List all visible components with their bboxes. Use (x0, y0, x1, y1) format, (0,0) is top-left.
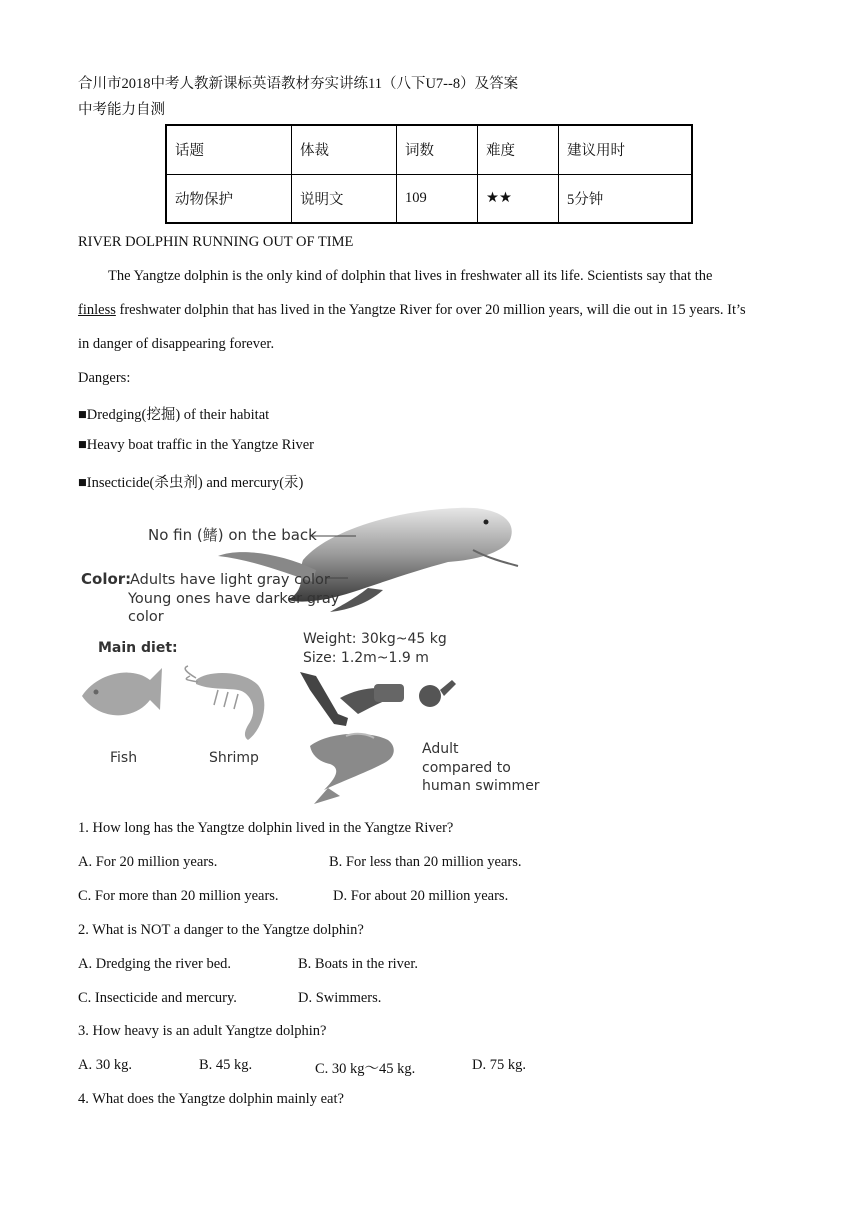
shrimp-icon (185, 666, 264, 740)
option-1c: C. For more than 20 million years. (78, 888, 279, 904)
color-line-1: Adults have light gray color (130, 572, 330, 588)
table-header-cell: 建议用时 (559, 125, 693, 174)
table-header-cell: 体裁 (292, 125, 397, 174)
table-header-cell: 话题 (166, 125, 292, 174)
danger-item: ■Insecticide(杀虫剂) and mercury(汞) (78, 475, 304, 491)
paragraph-line-3: in danger of disappearing forever. (78, 336, 275, 352)
table-row (166, 174, 692, 223)
document-title: 合川市2018中考人教新课标英语教材夯实讲练11（八下U7--8）及答案 (78, 76, 519, 92)
small-dolphin-icon (310, 734, 394, 804)
weight-text: Weight: 30kg~45 kg (303, 631, 447, 647)
question-2: 2. What is NOT a danger to the Yangtze dolphin? (78, 922, 364, 938)
option-3d: D. 75 kg. (472, 1057, 526, 1073)
human-swimmer-icon (300, 672, 456, 726)
table-cell: 说明文 (292, 174, 397, 223)
option-3a: A. 30 kg. (78, 1057, 132, 1073)
fish-label: Fish (110, 750, 138, 766)
question-1: 1. How long has the Yangtze dolphin lived in the Yangtze River? (78, 820, 454, 836)
danger-item: ■Heavy boat traffic in the Yangtze River (78, 437, 314, 453)
option-3b: B. 45 kg. (199, 1057, 253, 1073)
option-1d: D. For about 20 million years. (333, 888, 509, 904)
option-2c: C. Insecticide and mercury. (78, 990, 237, 1006)
size-text: Size: 1.2m~1.9 m (303, 650, 429, 666)
table-cell: 109 (397, 174, 478, 223)
shrimp-label: Shrimp (209, 750, 259, 766)
table-cell: 动物保护 (166, 174, 292, 223)
article-title: RIVER DOLPHIN RUNNING OUT OF TIME (78, 234, 354, 250)
option-3c: C. 30 kg～45 kg. (315, 1061, 416, 1077)
option-2b: B. Boats in the river. (298, 956, 419, 972)
dangers-label: Dangers: (78, 370, 131, 386)
fish-icon (82, 668, 162, 715)
table-cell: ★★ (478, 174, 559, 223)
question-4: 4. What does the Yangtze dolphin mainly eat? (78, 1091, 344, 1107)
paragraph-line-2 (78, 302, 746, 319)
paragraph-line-2-rest: freshwater dolphin that has lived in the Yangtze River for over 20 million years, will die out in 15 years. It’s (115, 302, 746, 318)
compare-line-3: human swimmer (422, 778, 540, 794)
color-label: Color: (81, 570, 132, 588)
table-header-cell: 难度 (478, 125, 559, 174)
fin-note: No fin (鳍) on the back (148, 526, 317, 544)
compare-line-2: compared to (422, 760, 511, 776)
color-line-3: color (128, 609, 164, 625)
option-1b: B. For less than 20 million years. (329, 854, 522, 870)
section-subtitle: 中考能力自测 (78, 102, 165, 118)
paragraph-line-1: The Yangtze dolphin is the only kind of dolphin that lives in freshwater all its life. Scientists say that the (108, 268, 713, 284)
option-2a: A. Dredging the river bed. (78, 956, 232, 972)
option-1a: A. For 20 million years. (78, 854, 218, 870)
compare-line-1: Adult (422, 741, 459, 757)
option-2d: D. Swimmers. (298, 990, 382, 1006)
color-line-2: Young ones have darker gray (128, 591, 340, 607)
table-header-cell: 词数 (397, 125, 478, 174)
danger-item: ■Dredging(挖掘) of their habitat (78, 407, 270, 423)
table-cell: 5分钟 (559, 174, 693, 223)
dolphin-infographic (78, 500, 548, 810)
question-3: 3. How heavy is an adult Yangtze dolphin? (78, 1023, 327, 1039)
info-table (165, 124, 693, 224)
table-header-row (166, 125, 692, 174)
underlined-word: finless (78, 302, 116, 318)
diet-label: Main diet: (98, 640, 178, 656)
